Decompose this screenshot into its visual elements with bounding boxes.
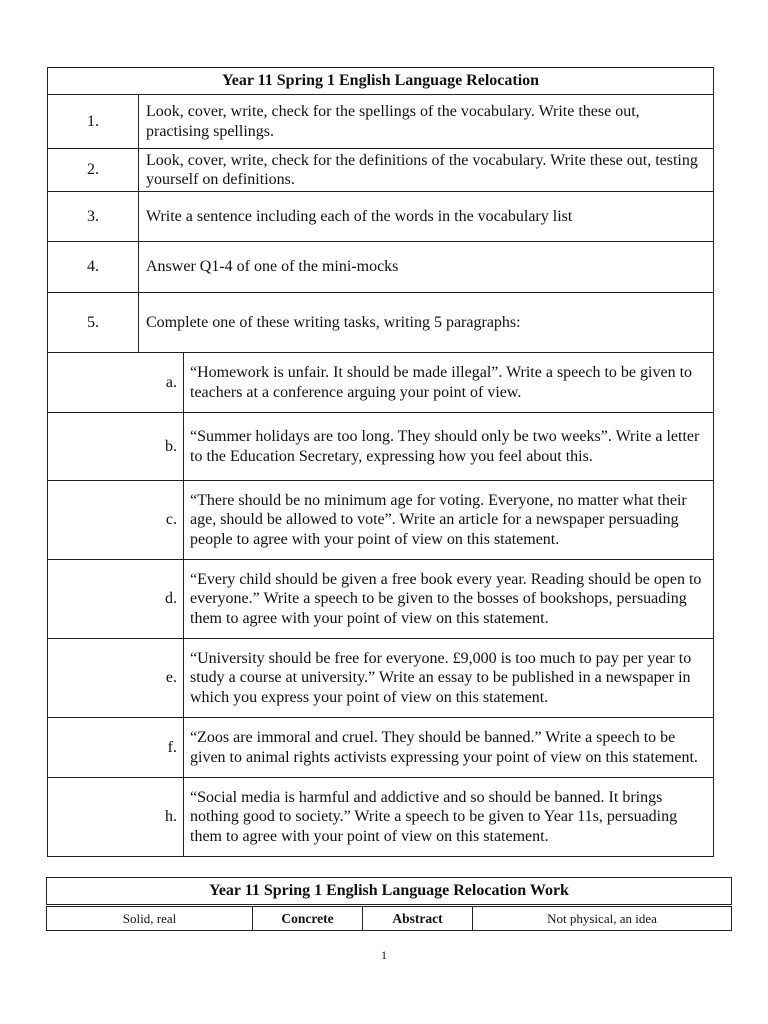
- option-letter: c.: [48, 481, 184, 560]
- vocabulary-table: [46, 877, 732, 931]
- task-text: Write a sentence including each of the words in the vocabulary list: [139, 192, 714, 242]
- vocab-word: Concrete: [253, 906, 363, 931]
- option-letter: h.: [48, 778, 184, 857]
- vocabulary-row: [47, 906, 732, 931]
- option-text: “Every child should be given a free book every year. Reading should be open to everyone.” Write a speech to be given to the bosses of bookshops, persuading them to agree with your point of view on this statement.: [184, 560, 714, 639]
- writing-option-row: [48, 481, 714, 560]
- option-letter: a.: [48, 353, 184, 413]
- task-number: 1.: [48, 95, 139, 149]
- vocab-word: Abstract: [363, 906, 473, 931]
- writing-option-row: [48, 718, 714, 778]
- relocation-task-table: [47, 67, 714, 857]
- vocabulary-title-row: [47, 878, 732, 906]
- table-row: [48, 242, 714, 293]
- option-letter: b.: [48, 413, 184, 481]
- task-number: 2.: [48, 149, 139, 192]
- vocabulary-table-title: Year 11 Spring 1 English Language Relocation Work: [47, 878, 732, 906]
- vocab-definition: Not physical, an idea: [473, 906, 732, 931]
- task-text: Look, cover, write, check for the definitions of the vocabulary. Write these out, testing yourself on definitions.: [139, 149, 714, 192]
- option-text: “Social media is harmful and addictive and so should be banned. It brings nothing good to society.” Write a speech to be given to Year 11s, persuading them to agree with your point of view on this statement.: [184, 778, 714, 857]
- option-letter: d.: [48, 560, 184, 639]
- option-text: “Summer holidays are too long. They should only be two weeks”. Write a letter to the Education Secretary, expressing how you feel about this.: [184, 413, 714, 481]
- table-row: [48, 149, 714, 192]
- page-number: 1: [381, 948, 387, 962]
- writing-option-row: [48, 413, 714, 481]
- task-text: Answer Q1-4 of one of the mini-mocks: [139, 242, 714, 293]
- table-title-row: [48, 68, 714, 95]
- vocab-definition: Solid, real: [47, 906, 253, 931]
- option-letter: f.: [48, 718, 184, 778]
- option-text: “Zoos are immoral and cruel. They should be banned.” Write a speech to be given to animal rights activists expressing your point of view on this statement.: [184, 718, 714, 778]
- writing-option-row: [48, 778, 714, 857]
- table-row: [48, 95, 714, 149]
- option-text: “Homework is unfair. It should be made illegal”. Write a speech to be given to teachers at a conference arguing your point of view.: [184, 353, 714, 413]
- task-number: 4.: [48, 242, 139, 293]
- writing-option-row: [48, 639, 714, 718]
- task-text: Complete one of these writing tasks, writing 5 paragraphs:: [139, 293, 714, 353]
- writing-option-row: [48, 560, 714, 639]
- task-number: 3.: [48, 192, 139, 242]
- table-row: [48, 192, 714, 242]
- task-number: 5.: [48, 293, 139, 353]
- option-text: “There should be no minimum age for voting. Everyone, no matter what their age, should be allowed to vote”. Write an article for a newspaper persuading people to agree with your point of view on this statement.: [184, 481, 714, 560]
- table-row: [48, 293, 714, 353]
- option-text: “University should be free for everyone. £9,000 is too much to pay per year to study a course at university.” Write an essay to be published in a newspaper in which you express your point of view on this statement.: [184, 639, 714, 718]
- task-text: Look, cover, write, check for the spellings of the vocabulary. Write these out, practising spellings.: [139, 95, 714, 149]
- table-title: Year 11 Spring 1 English Language Relocation: [48, 68, 714, 95]
- option-letter: e.: [48, 639, 184, 718]
- writing-option-row: [48, 353, 714, 413]
